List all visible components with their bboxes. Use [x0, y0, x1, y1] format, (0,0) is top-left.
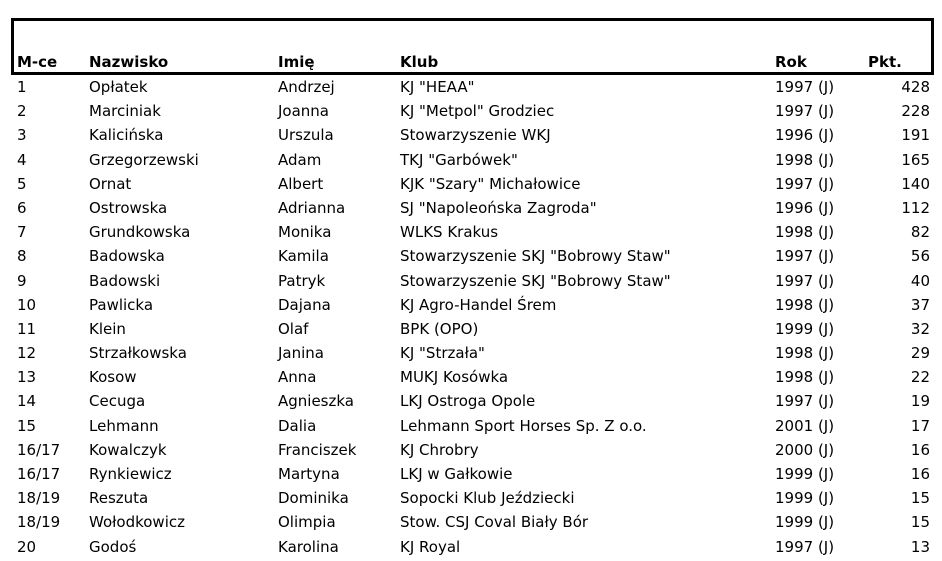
cell-first-name: Patryk [278, 271, 326, 290]
table-row [0, 246, 942, 270]
cell-points: 82 [910, 223, 930, 242]
cell-first-name: Olaf [278, 319, 309, 338]
cell-points: 112 [901, 198, 930, 217]
cell-year: 1999 (J) [775, 513, 835, 532]
cell-year: 1997 (J) [775, 271, 835, 290]
cell-points: 15 [910, 513, 930, 532]
cell-club: Stowarzyszenie SKJ "Bobrowy Staw" [400, 271, 671, 290]
cell-rank: 5 [17, 174, 27, 193]
cell-first-name: Andrzej [278, 78, 335, 96]
table-row [0, 343, 942, 367]
cell-points: 13 [910, 537, 930, 556]
cell-first-name: Karolina [278, 537, 339, 556]
cell-points: 56 [910, 247, 930, 266]
cell-points: 140 [901, 174, 930, 193]
table-row [0, 174, 942, 198]
cell-first-name: Anna [278, 368, 317, 387]
table-row [0, 295, 942, 319]
table-row [0, 77, 942, 101]
cell-surname: Godoś [89, 537, 137, 556]
cell-first-name: Martyna [278, 465, 340, 483]
cell-first-name: Adrianna [278, 198, 346, 217]
cell-club: Stowarzyszenie WKJ [400, 126, 551, 145]
cell-year: 1999 (J) [775, 465, 835, 483]
cell-surname: Ostrowska [89, 198, 168, 217]
cell-surname: Reszuta [89, 489, 149, 508]
cell-club: Sopocki Klub Jeździecki [400, 489, 575, 508]
cell-rank: 13 [17, 368, 37, 387]
cell-rank: 11 [17, 319, 37, 338]
cell-rank: 10 [17, 295, 37, 314]
cell-rank: 8 [17, 247, 27, 266]
cell-rank: 7 [17, 223, 27, 242]
cell-year: 1996 (J) [775, 198, 835, 217]
cell-surname: Wołodkowicz [89, 513, 185, 532]
cell-club: Lehmann Sport Horses Sp. Z o.o. [400, 416, 647, 435]
cell-year: 1997 (J) [775, 78, 835, 96]
table-row [0, 271, 942, 295]
cell-club: LKJ w Gałkowie [400, 465, 513, 483]
cell-club: TKJ "Garbówek" [400, 150, 518, 169]
table-row [0, 319, 942, 343]
cell-year: 1997 (J) [775, 102, 835, 121]
cell-year: 1996 (J) [775, 126, 835, 145]
cell-club: BPK (OPO) [400, 319, 479, 338]
cell-points: 40 [910, 271, 930, 290]
header-club: Klub [400, 53, 439, 71]
cell-surname: Ornat [89, 174, 132, 193]
table-body [0, 77, 942, 561]
cell-year: 1999 (J) [775, 489, 835, 508]
cell-points: 22 [910, 368, 930, 387]
cell-rank: 3 [17, 126, 27, 145]
table-row [0, 488, 942, 512]
table-row [0, 367, 942, 391]
cell-club: KJ Agro-Handel Śrem [400, 295, 557, 314]
cell-year: 1998 (J) [775, 368, 835, 387]
cell-surname: Rynkiewicz [89, 465, 172, 483]
cell-club: KJK "Szary" Michałowice [400, 174, 581, 193]
cell-rank: 16/17 [17, 465, 61, 483]
table-row [0, 391, 942, 415]
cell-surname: Opłatek [89, 78, 148, 96]
cell-first-name: Monika [278, 223, 332, 242]
table-row [0, 198, 942, 222]
table-header-row [0, 52, 942, 72]
table-row [0, 101, 942, 125]
cell-surname: Kalicińska [89, 126, 164, 145]
cell-first-name: Janina [278, 344, 324, 363]
cell-points: 165 [901, 150, 930, 169]
cell-club: MUKJ Kosówka [400, 368, 509, 387]
cell-points: 16 [910, 465, 930, 483]
cell-year: 1999 (J) [775, 319, 835, 338]
cell-surname: Grzegorzewski [89, 150, 199, 169]
table-row [0, 222, 942, 246]
cell-club: WLKS Krakus [400, 223, 499, 242]
cell-club: SJ "Napoleońska Zagroda" [400, 198, 597, 217]
cell-rank: 6 [17, 198, 27, 217]
header-first-name: Imię [278, 53, 315, 71]
cell-first-name: Dalia [278, 416, 317, 435]
table-row [0, 464, 942, 488]
header-rank: M-ce [17, 53, 58, 71]
cell-surname: Strzałkowska [89, 344, 187, 363]
cell-club: KJ "Metpol" Grodziec [400, 102, 555, 121]
table-row [0, 150, 942, 174]
table-row [0, 416, 942, 440]
cell-surname: Grundkowska [89, 223, 191, 242]
cell-club: KJ Chrobry [400, 440, 479, 459]
cell-first-name: Urszula [278, 126, 334, 145]
cell-points: 29 [910, 344, 930, 363]
cell-surname: Lehmann [89, 416, 159, 435]
cell-surname: Badowski [89, 271, 161, 290]
header-points: Pkt. [868, 53, 902, 71]
cell-year: 1998 (J) [775, 344, 835, 363]
cell-rank: 1 [17, 78, 27, 96]
header-surname: Nazwisko [89, 53, 169, 71]
cell-points: 228 [901, 102, 930, 121]
cell-points: 428 [901, 78, 930, 96]
cell-year: 1997 (J) [775, 174, 835, 193]
cell-rank: 18/19 [17, 489, 61, 508]
cell-surname: Cecuga [89, 392, 146, 411]
cell-year: 1997 (J) [775, 392, 835, 411]
cell-year: 1998 (J) [775, 150, 835, 169]
cell-points: 191 [901, 126, 930, 145]
cell-club: Stow. CSJ Coval Biały Bór [400, 513, 589, 532]
cell-club: Stowarzyszenie SKJ "Bobrowy Staw" [400, 247, 671, 266]
cell-rank: 12 [17, 344, 37, 363]
cell-rank: 20 [17, 537, 37, 556]
cell-year: 1998 (J) [775, 223, 835, 242]
table-row [0, 440, 942, 464]
cell-club: KJ Royal [400, 537, 461, 556]
cell-points: 37 [910, 295, 930, 314]
cell-year: 1998 (J) [775, 295, 835, 314]
cell-points: 19 [910, 392, 930, 411]
cell-rank: 18/19 [17, 513, 61, 532]
cell-club: KJ "Strzała" [400, 344, 485, 363]
cell-points: 16 [910, 440, 930, 459]
table-row [0, 537, 942, 561]
cell-points: 32 [910, 319, 930, 338]
cell-year: 1997 (J) [775, 247, 835, 266]
cell-rank: 16/17 [17, 440, 61, 459]
cell-rank: 2 [17, 102, 27, 121]
cell-surname: Pawlicka [89, 295, 154, 314]
cell-rank: 14 [17, 392, 37, 411]
table-row [0, 512, 942, 536]
cell-rank: 15 [17, 416, 37, 435]
cell-first-name: Dajana [278, 295, 331, 314]
cell-first-name: Kamila [278, 247, 329, 266]
cell-first-name: Albert [278, 174, 324, 193]
cell-first-name: Agnieszka [278, 392, 354, 411]
cell-first-name: Dominika [278, 489, 349, 508]
cell-surname: Klein [89, 319, 126, 338]
cell-first-name: Joanna [278, 102, 329, 121]
cell-points: 15 [910, 489, 930, 508]
cell-first-name: Adam [278, 150, 322, 169]
cell-first-name: Franciszek [278, 440, 357, 459]
cell-surname: Kowalczyk [89, 440, 167, 459]
cell-points: 17 [910, 416, 930, 435]
cell-year: 1997 (J) [775, 537, 835, 556]
cell-surname: Marciniak [89, 102, 161, 121]
cell-club: LKJ Ostroga Opole [400, 392, 536, 411]
cell-club: KJ "HEAA" [400, 78, 475, 96]
cell-rank: 4 [17, 150, 27, 169]
header-year: Rok [775, 53, 807, 71]
cell-surname: Kosow [89, 368, 137, 387]
cell-first-name: Olimpia [278, 513, 336, 532]
cell-year: 2001 (J) [775, 416, 835, 435]
cell-surname: Badowska [89, 247, 165, 266]
cell-rank: 9 [17, 271, 27, 290]
cell-year: 2000 (J) [775, 440, 835, 459]
table-row [0, 125, 942, 149]
